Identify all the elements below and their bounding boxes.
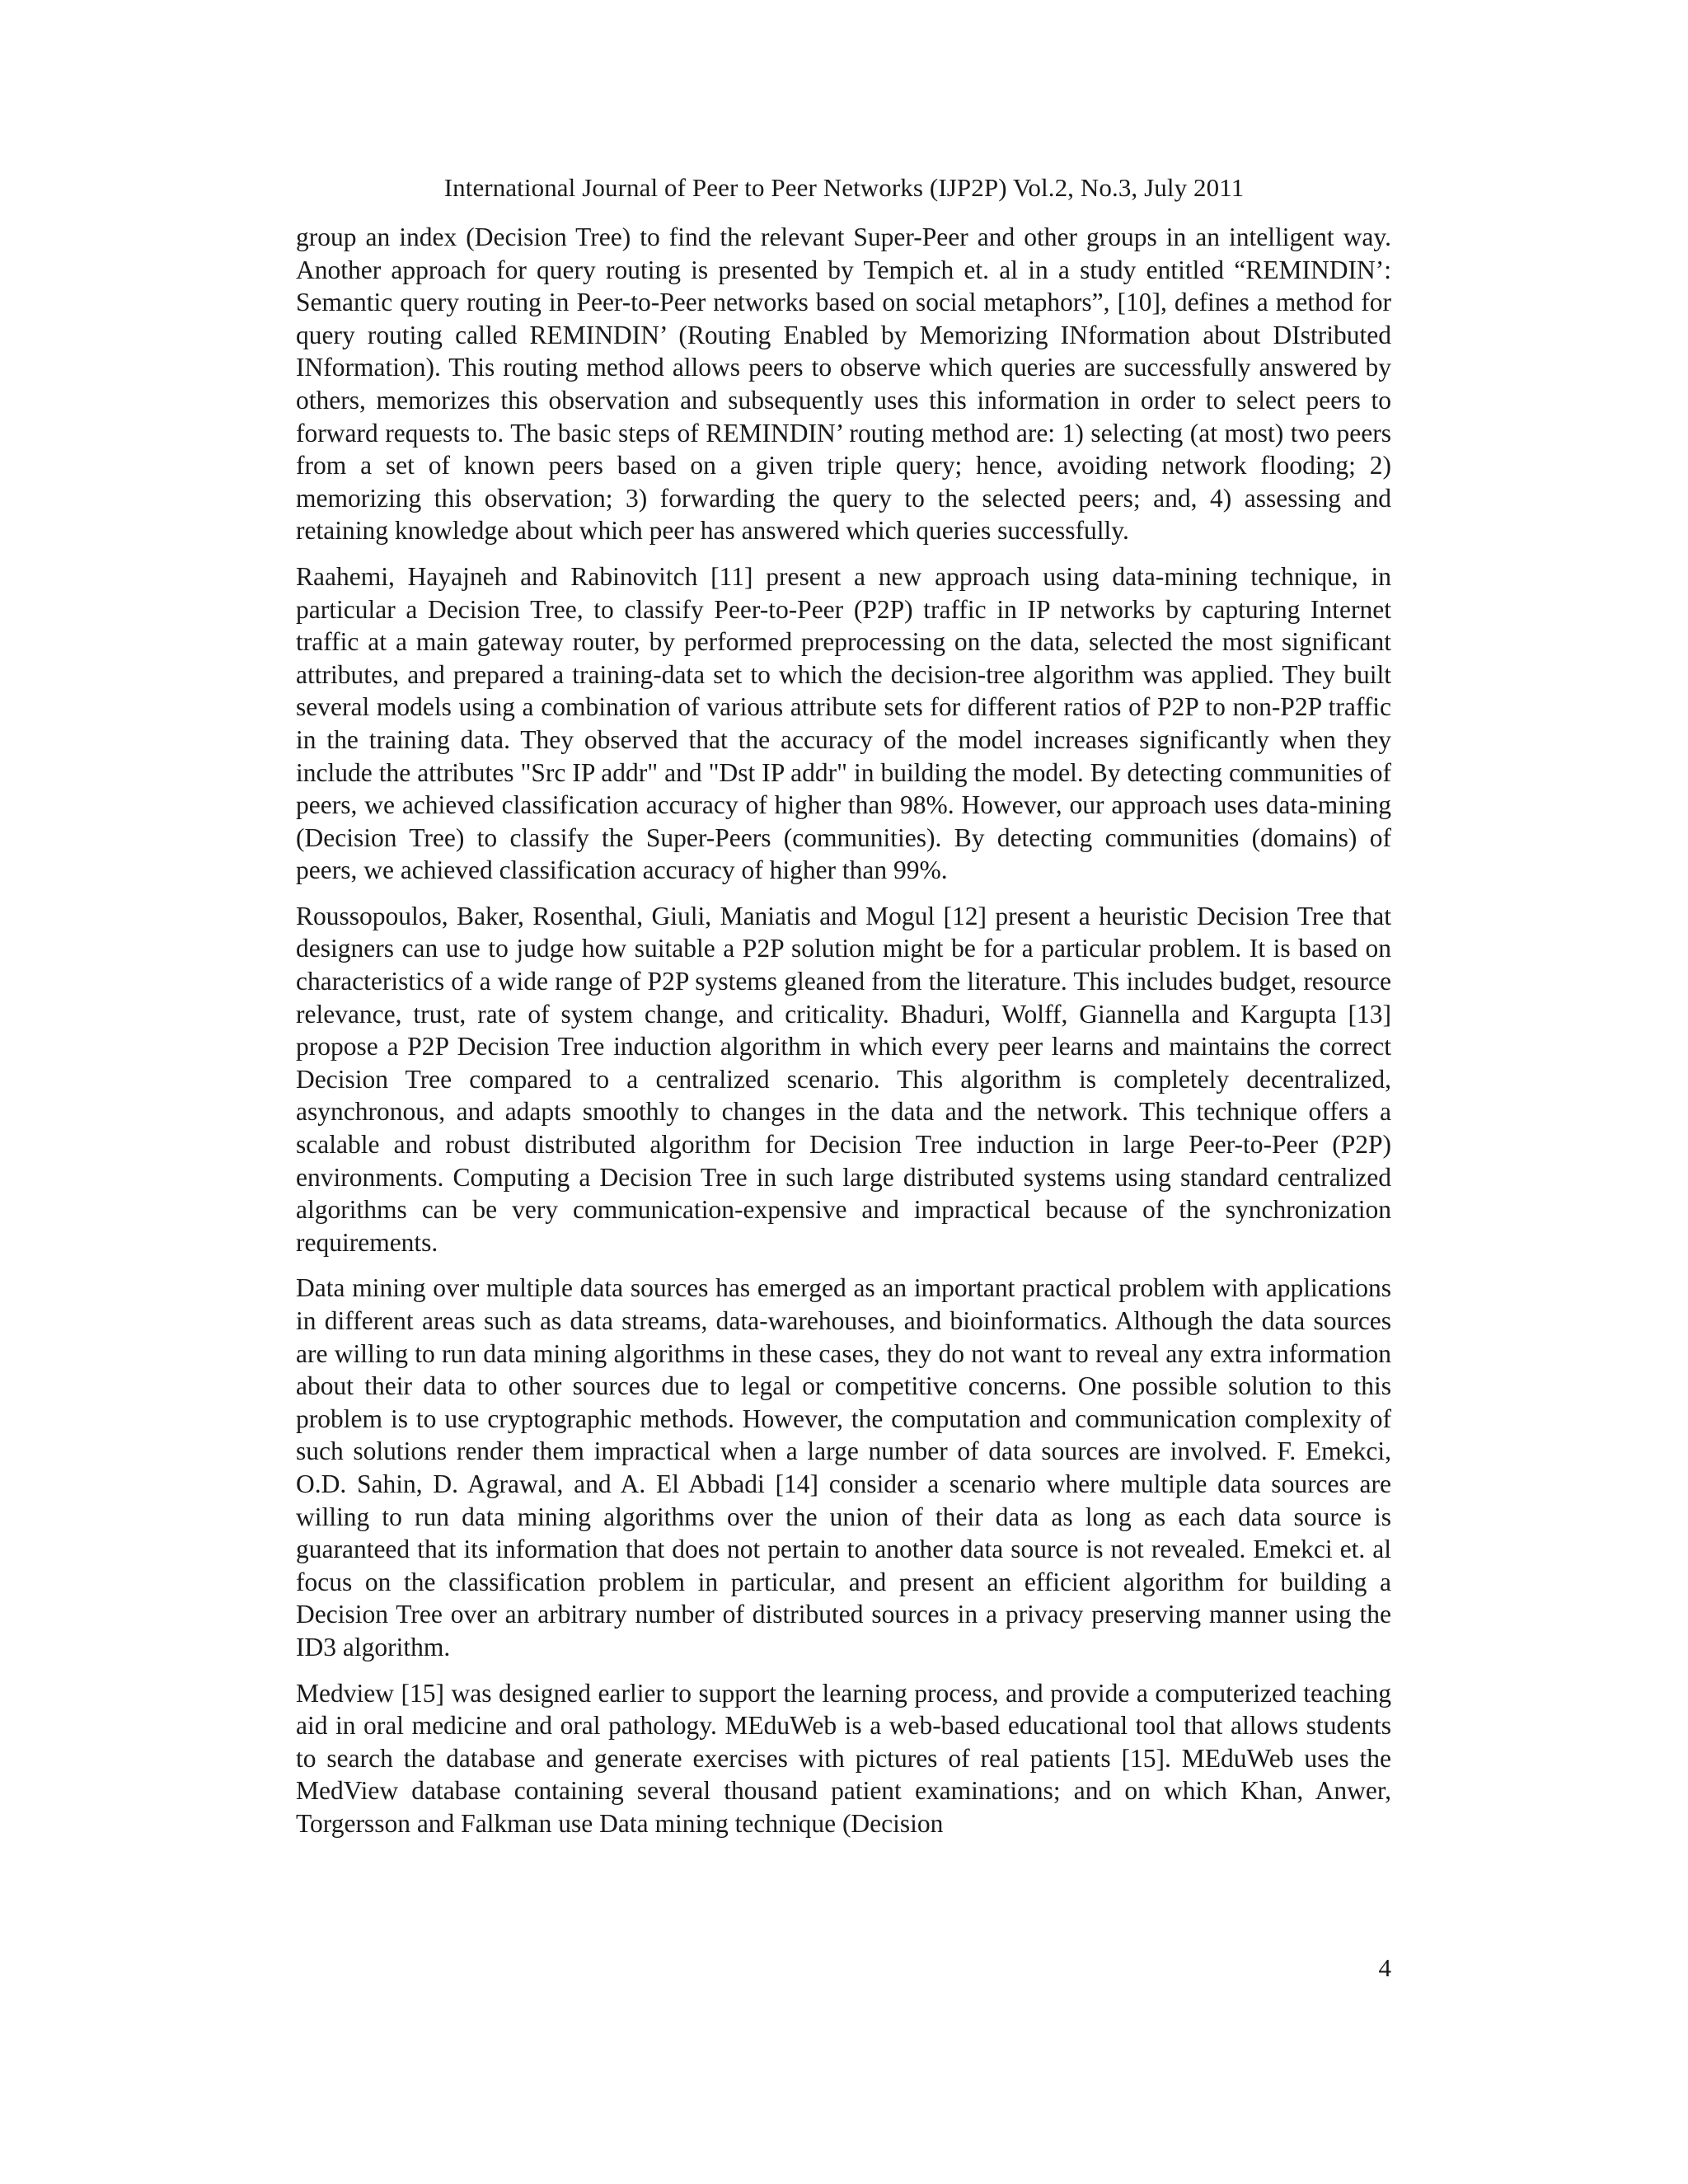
paragraph-medview: Medview [15] was designed earlier to support the learning process, and provide a computerized teaching aid in oral medicine and oral pathology. MEduWeb is a web-based educational tool that allows students to search the database and generate exercises with pictures of real patients [15]. MEduWeb uses the MedView database containing several thousand patient examinations; and on which Khan, Anwer, Torgersson and Falkman use Data mining technique (Decision <box>296 1678 1391 1838</box>
page-number: 4 <box>1378 1953 1391 1982</box>
paragraph-query-routing: group an index (Decision Tree) to find the relevant Super-Peer and other groups in an intelligent way. Another approach for query routing is presented by Tempich et. al in a study entitled “REMINDIN’: Semantic query routing in Peer-to-Peer networks based on social metaphors”, [10], defines a method for query routing called REMINDIN’ (Routing Enabled by Memorizing INformation about DIstributed INformation). This routing method allows peers to observe which queries are successfully answered by others, memorizes this observation and subsequently uses this information in order to select peers to forward requests to. The basic steps of REMINDIN’ routing method are: 1) selecting (at most) two peers from a set of known peers based on a given triple query; hence, avoiding network flooding; 2) memorizing this observation; 3) forwarding the query to the selected peers; and, 4) assessing and retaining knowledge about which peer has answered which queries successfully. <box>296 223 1391 546</box>
paragraph-roussopoulos: Roussopoulos, Baker, Rosenthal, Giuli, Maniatis and Mogul [12] present a heuristic Decision Tree that designers can use to judge how suitable a P2P solution might be for a particular problem. It is based on characteristics of a wide range of P2P systems gleaned from the literature. This includes budget, resource relevance, trust, rate of system change, and criticality. Bhaduri, Wolff, Giannella and Kargupta [13] propose a P2P Decision Tree induction algorithm in which every peer learns and maintains the correct Decision Tree compared to a centralized scenario. This algorithm is completely decentralized, asynchronous, and adapts smoothly to changes in the data and the network. This technique offers a scalable and robust distributed algorithm for Decision Tree induction in large Peer-to-Peer (P2P) environments. Computing a Decision Tree in such large distributed systems using standard centralized algorithms can be very communication-expensive and impractical because of the synchronization requirements. <box>296 901 1391 1257</box>
paragraph-data-mining: Data mining over multiple data sources has emerged as an important practical problem with applications in different areas such as data streams, data-warehouses, and bioinformatics. Although the data sources are willing to run data mining algorithms in these cases, they do not want to reveal any extra information about their data to other sources due to legal or competitive concerns. One possible solution to this problem is to use cryptographic methods. However, the computation and communication complexity of such solutions render them impractical when a large number of data sources are involved. F. Emekci, O.D. Sahin, D. Agrawal, and A. El Abbadi [14] consider a scenario where multiple data sources are willing to run data mining algorithms over the union of their data as long as each data source is guaranteed that its information that does not pertain to another data source is not revealed. Emekci et. al focus on the classification problem in particular, and present an efficient algorithm for building a Decision Tree over an arbitrary number of distributed sources in a privacy preserving manner using the ID3 algorithm. <box>296 1273 1391 1661</box>
paragraph-raahemi: Raahemi, Hayajneh and Rabinovitch [11] present a new approach using data-mining technique, in particular a Decision Tree, to classify Peer-to-Peer (P2P) traffic in IP networks by capturing Internet traffic at a main gateway router, by performed preprocessing on the data, selected the most significant attributes, and prepared a training-data set to which the decision-tree algorithm was applied. They built several models using a combination of various attribute sets for different ratios of P2P to non-P2P traffic in the training data. They observed that the accuracy of the model increases significantly when they include the attributes "Src IP addr" and "Dst IP addr" in building the model. By detecting communities of peers, we achieved classification accuracy of higher than 98%. However, our approach uses data-mining (Decision Tree) to classify the Super-Peers (communities). By detecting communities (domains) of peers, we achieved classification accuracy of higher than 99%. <box>296 561 1391 885</box>
article-body <box>296 221 1391 1854</box>
journal-running-header: International Journal of Peer to Peer Networks (IJP2P) Vol.2, No.3, July 2011 <box>443 173 1245 202</box>
